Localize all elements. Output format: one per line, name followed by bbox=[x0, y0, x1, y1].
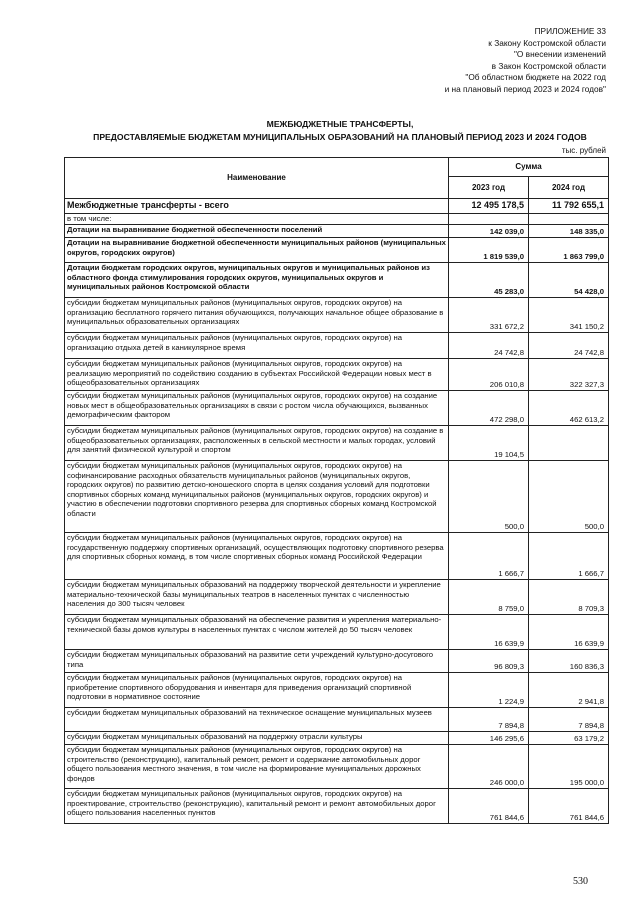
table-row bbox=[65, 650, 609, 673]
table-row bbox=[65, 533, 609, 580]
row-value-2024: 16 639,9 bbox=[529, 615, 609, 650]
row-value-2024: 148 335,0 bbox=[529, 225, 609, 238]
row-value-2023: 146 295,6 bbox=[449, 732, 529, 745]
table-row bbox=[65, 745, 609, 789]
row-value-2023: 12 495 178,5 bbox=[449, 199, 529, 214]
row-value-2023: 142 039,0 bbox=[449, 225, 529, 238]
appendix-line: ПРИЛОЖЕНИЕ 33 bbox=[534, 26, 606, 36]
row-name: субсидии бюджетам муниципальных районов (муниципальных округов, городских округов) на строительство (реконструкцию), капитальный ремонт, ремонт и содержание автомобильных дорог общего пользования местного значения, в том числе на формирование муниципальных дорожных фондов bbox=[65, 745, 449, 789]
row-value-2023: 1 819 539,0 bbox=[449, 238, 529, 263]
row-value-2023: 8 759,0 bbox=[449, 580, 529, 615]
appendix-line: "Об областном бюджете на 2022 год bbox=[465, 72, 606, 83]
row-value-2024: 63 179,2 bbox=[529, 732, 609, 745]
row-value-2024: 462 613,2 bbox=[529, 391, 609, 426]
document-title bbox=[60, 118, 620, 144]
row-value-2024: 24 742,8 bbox=[529, 333, 609, 359]
page-number: 530 bbox=[573, 876, 588, 887]
title-line-2: ПРЕДОСТАВЛЯЕМЫЕ БЮДЖЕТАМ МУНИЦИПАЛЬНЫХ ОБРАЗОВАНИЙ НА ПЛАНОВЫЙ ПЕРИОД 2023 И 2024 ГОДОВ bbox=[93, 132, 587, 142]
row-name: Дотации на выравнивание бюджетной обеспеченности муниципальных районов (муниципальных округов, городских округов) bbox=[65, 238, 449, 263]
table-row bbox=[65, 461, 609, 533]
table-row bbox=[65, 732, 609, 745]
row-name: субсидии бюджетам муниципальных районов (муниципальных округов, городских округов) на реализацию мероприятий по содействию созданию в субъектах Российской Федерации новых мест в общеобразовательных организациях bbox=[65, 359, 449, 391]
row-value-2023: 1 666,7 bbox=[449, 533, 529, 580]
table-row bbox=[65, 426, 609, 461]
row-name: субсидии бюджетам муниципальных образований на обеспечение развития и укрепления материально-технической базы домов культуры в населенных пунктах с числом жителей до 50 тысяч человек bbox=[65, 615, 449, 650]
row-value-2024: 500,0 bbox=[529, 461, 609, 533]
table-row bbox=[65, 225, 609, 238]
row-value-2023: 19 104,5 bbox=[449, 426, 529, 461]
row-name: субсидии бюджетам муниципальных районов (муниципальных округов, городских округов) на создание в общеобразовательных организациях, расположенных в сельской местности и малых городах, условий для занятий физической культурой и спортом bbox=[65, 426, 449, 461]
row-value-2024: 11 792 655,1 bbox=[529, 199, 609, 214]
row-name: субсидии бюджетам муниципальных районов (муниципальных округов, городских округов) на софинансирование расходных обязательств муниципальных районов (муниципальных округов, городских округов) по развитию детско-юношеского спорта в целях создания условий для подготовки спортивных сборных команд муниципальных районов (муниципальных округов, городских округов) и участию в обеспечении подготовки спортивного резерва для спортивных сборных команд Костромской области bbox=[65, 461, 449, 533]
row-value-2023 bbox=[449, 214, 529, 225]
row-name: субсидии бюджетам муниципальных районов (муниципальных округов, городских округов) на создание новых мест в общеобразовательных организациях в связи с ростом числа обучающихся, вызванных демографическим фактором bbox=[65, 391, 449, 426]
row-name: субсидии бюджетам муниципальных районов (муниципальных округов, городских округов) на организацию бесплатного горячего питания обучающихся, получающих начальное общее образование в муниципальных образовательных организациях bbox=[65, 298, 449, 333]
table-row bbox=[65, 580, 609, 615]
row-value-2024: 1 863 799,0 bbox=[529, 238, 609, 263]
row-name: субсидии бюджетам муниципальных районов (муниципальных округов, городских округов) на проектирование, строительство (реконструкцию), капитальный ремонт и ремонт автомобильных дорог общего пользования населенных пунктов bbox=[65, 789, 449, 824]
column-header-sum: Сумма bbox=[449, 158, 609, 177]
row-value-2023: 500,0 bbox=[449, 461, 529, 533]
appendix-note bbox=[346, 26, 606, 96]
row-name: субсидии бюджетам муниципальных районов (муниципальных округов, городских округов) на государственную поддержку спортивных организаций, осуществляющих подготовку спортивного резерва для спортивных сборных команд, в том числе спортивных сборных команд Российской Федерации bbox=[65, 533, 449, 580]
table-row bbox=[65, 333, 609, 359]
table-row bbox=[65, 391, 609, 426]
table-row bbox=[65, 359, 609, 391]
row-value-2023: 16 639,9 bbox=[449, 615, 529, 650]
appendix-line: к Закону Костромской области bbox=[488, 37, 606, 48]
table-row bbox=[65, 673, 609, 708]
column-header-2023: 2023 год bbox=[449, 177, 529, 199]
row-value-2024: 341 150,2 bbox=[529, 298, 609, 333]
units-label: тыс. рублей bbox=[561, 146, 606, 155]
row-value-2023: 761 844,6 bbox=[449, 789, 529, 824]
row-value-2023: 24 742,8 bbox=[449, 333, 529, 359]
title-line-1: МЕЖБЮДЖЕТНЫЕ ТРАНСФЕРТЫ, bbox=[266, 119, 414, 129]
row-value-2024: 322 327,3 bbox=[529, 359, 609, 391]
row-value-2024: 160 836,3 bbox=[529, 650, 609, 673]
row-value-2024: 1 666,7 bbox=[529, 533, 609, 580]
column-header-name: Наименование bbox=[65, 158, 449, 199]
table-row bbox=[65, 789, 609, 824]
row-name: субсидии бюджетам муниципальных районов (муниципальных округов, городских округов) на организацию отдыха детей в каникулярное время bbox=[65, 333, 449, 359]
row-name: субсидии бюджетам муниципальных образований на поддержку творческой деятельности и укрепление материально-технической базы муниципальных театров в населенных пунктах с численностью населения до 300 тысяч человек bbox=[65, 580, 449, 615]
row-name: субсидии бюджетам муниципальных районов (муниципальных округов, городских округов) на приобретение спортивного оборудования и инвентаря для приведения организаций спортивной подготовки в нормативное состояние bbox=[65, 673, 449, 708]
column-header-2024: 2024 год bbox=[529, 177, 609, 199]
row-value-2024 bbox=[529, 426, 609, 461]
row-value-2023: 331 672,2 bbox=[449, 298, 529, 333]
row-value-2024: 761 844,6 bbox=[529, 789, 609, 824]
row-value-2023: 45 283,0 bbox=[449, 263, 529, 298]
row-value-2023: 1 224,9 bbox=[449, 673, 529, 708]
table-row bbox=[65, 214, 609, 225]
row-name: субсидии бюджетам муниципальных образований на поддержку отрасли культуры bbox=[65, 732, 449, 745]
appendix-line: "О внесении изменений bbox=[513, 49, 606, 60]
row-name: в том числе: bbox=[65, 214, 449, 225]
row-name: субсидии бюджетам муниципальных образований на техническое оснащение муниципальных музеев bbox=[65, 708, 449, 732]
row-value-2024: 8 709,3 bbox=[529, 580, 609, 615]
row-value-2024: 54 428,0 bbox=[529, 263, 609, 298]
row-value-2023: 246 000,0 bbox=[449, 745, 529, 789]
row-value-2023: 472 298,0 bbox=[449, 391, 529, 426]
row-value-2023: 7 894,8 bbox=[449, 708, 529, 732]
row-name: Дотации бюджетам городских округов, муниципальных округов и муниципальных районов из областного фонда стимулирования городских округов, муниципальных округов и муниципальных районов Костромской области bbox=[65, 263, 449, 298]
row-value-2024: 2 941,8 bbox=[529, 673, 609, 708]
table-row bbox=[65, 298, 609, 333]
table-row bbox=[65, 238, 609, 263]
appendix-line: и на плановый период 2023 и 2024 годов" bbox=[444, 83, 606, 94]
row-name: Дотации на выравнивание бюджетной обеспеченности поселений bbox=[65, 225, 449, 238]
table-row bbox=[65, 708, 609, 732]
appendix-line: в Закон Костромской области bbox=[491, 60, 606, 71]
table-row bbox=[65, 199, 609, 214]
transfers-table bbox=[64, 157, 609, 824]
row-value-2024: 7 894,8 bbox=[529, 708, 609, 732]
row-value-2023: 96 809,3 bbox=[449, 650, 529, 673]
table-row bbox=[65, 263, 609, 298]
row-name: субсидии бюджетам муниципальных образований на развитие сети учреждений культурно-досугового типа bbox=[65, 650, 449, 673]
row-value-2024 bbox=[529, 214, 609, 225]
row-value-2024: 195 000,0 bbox=[529, 745, 609, 789]
row-name: Межбюджетные трансферты - всего bbox=[65, 199, 449, 214]
table-row bbox=[65, 615, 609, 650]
row-value-2023: 206 010,8 bbox=[449, 359, 529, 391]
